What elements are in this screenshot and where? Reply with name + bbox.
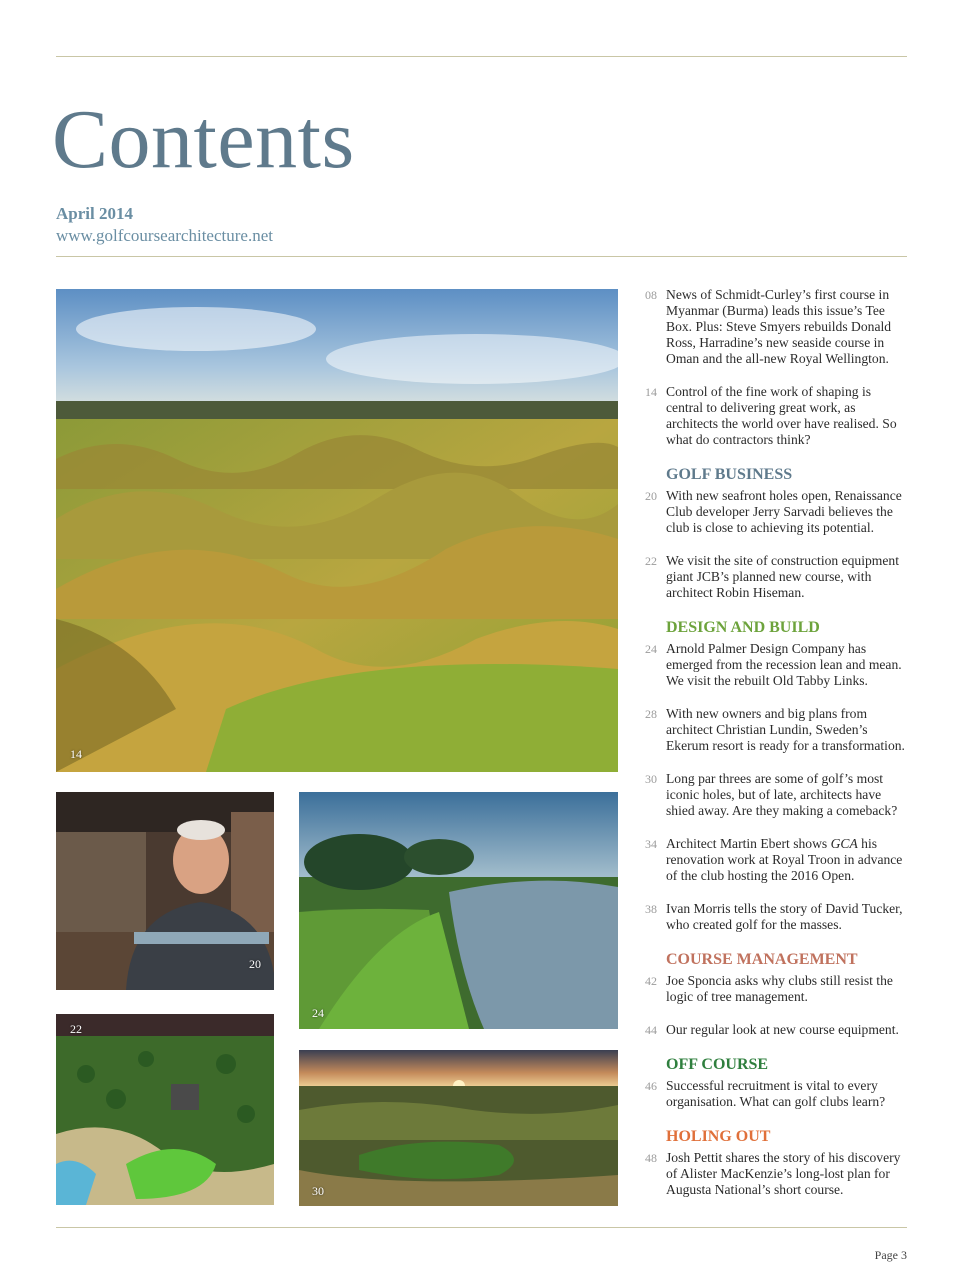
header-rule [56,256,907,257]
toc-text: We visit the site of construction equipment giant JCB’s planned new course, with architect Robin Hiseman. [666,553,899,600]
photo-page-number: 22 [70,1022,82,1036]
toc-text-part: his renovation work at Royal Troon in advance of the club hosting the 2016 Open. [666,836,903,883]
issue-date: April 2014 [56,204,133,223]
section-heading-design-and-build: DESIGN AND BUILD [666,619,820,636]
photo-page-number: 24 [312,1006,324,1020]
section-heading-off-course: OFF COURSE [666,1056,769,1073]
toc-page-number: 08 [645,288,657,302]
photo-page-number: 14 [70,747,82,761]
toc-text: Josh Pettit shares the story of his discovery of Alister MacKenzie’s long-lost plan for Augusta National’s short course. [666,1150,901,1197]
toc-text: Joe Sponcia asks why clubs still resist the logic of tree management. [666,973,893,1004]
toc-entry[interactable] [645,973,907,1005]
toc-page-number: 44 [645,1023,657,1037]
photo-page-number: 30 [312,1184,324,1198]
toc-entry[interactable] [645,488,907,536]
toc-page-number: 30 [645,772,657,786]
toc-entry[interactable] [645,836,907,884]
magazine-name: GCA [830,836,858,851]
table-of-contents [645,287,907,1198]
toc-page-number: 46 [645,1079,657,1093]
toc-entry[interactable] [645,1022,907,1038]
toc-text: Long par threes are some of golf’s most iconic holes, but of late, architects have shied away. Are they making a comeback? [666,771,898,818]
toc-entry[interactable] [645,641,907,689]
toc-entry[interactable] [645,901,907,933]
top-rule [56,56,907,57]
photo-portrait [56,792,274,990]
section-heading-holing-out: HOLING OUT [666,1128,771,1145]
toc-text: Arnold Palmer Design Company has emerged from the recession lean and mean. We visit the rebuilt Old Tabby Links. [666,641,902,688]
photo-course-model [56,1014,274,1205]
toc-entry[interactable] [645,287,907,367]
toc-page-number: 38 [645,902,657,916]
toc-text: With new owners and big plans from architect Christian Lundin, Sweden’s Ekerum resort is ready for a transformation. [666,706,905,753]
toc-entry[interactable] [645,706,907,754]
page-title: Contents [52,93,355,186]
toc-text: Ivan Morris tells the story of David Tucker, who created golf for the masses. [666,901,903,932]
toc-text-part: Architect Martin Ebert shows [666,836,831,851]
photo-page-number: 20 [249,957,261,971]
photo-par-three-sunset [299,1050,618,1206]
toc-page-number: 34 [645,837,657,851]
toc-text: News of Schmidt-Curley’s first course in Myanmar (Burma) leads this issue’s Tee Box. Plus: Steve Smyers rebuilds Donald Ross, Harradine’s new seaside course in Oman and the all-new Royal Wellington. [666,287,892,366]
toc-entry[interactable] [645,1150,907,1198]
toc-page-number: 14 [645,385,657,399]
toc-text: Our regular look at new course equipment. [666,1022,899,1037]
toc-text: Control of the fine work of shaping is central to delivering great work, as architects the world over have realised. So what do contractors think? [666,384,897,447]
photo-seaside-tee [299,792,618,1029]
toc-text: With new seafront holes open, Renaissance Club developer Jerry Sarvadi believes the club is close to achieving its potential. [666,488,902,535]
section-heading-golf-business: GOLF BUSINESS [666,466,793,483]
photo-links-course [56,289,618,772]
website-link[interactable]: www.golfcoursearchitecture.net [56,226,273,245]
toc-page-number: 48 [645,1151,657,1165]
section-heading-course-management: COURSE MANAGEMENT [666,951,858,968]
toc-entry[interactable] [645,384,907,448]
toc-page-number: 20 [645,489,657,503]
toc-text [666,836,907,884]
toc-entry[interactable] [645,553,907,601]
toc-entry[interactable] [645,771,907,819]
page-number: Page 3 [874,1248,907,1262]
footer-rule [56,1227,907,1228]
toc-entry[interactable] [645,1078,907,1110]
toc-text: Successful recruitment is vital to every organisation. What can golf clubs learn? [666,1078,886,1109]
toc-page-number: 28 [645,707,657,721]
toc-page-number: 24 [645,642,657,656]
toc-page-number: 42 [645,974,657,988]
toc-page-number: 22 [645,554,657,568]
